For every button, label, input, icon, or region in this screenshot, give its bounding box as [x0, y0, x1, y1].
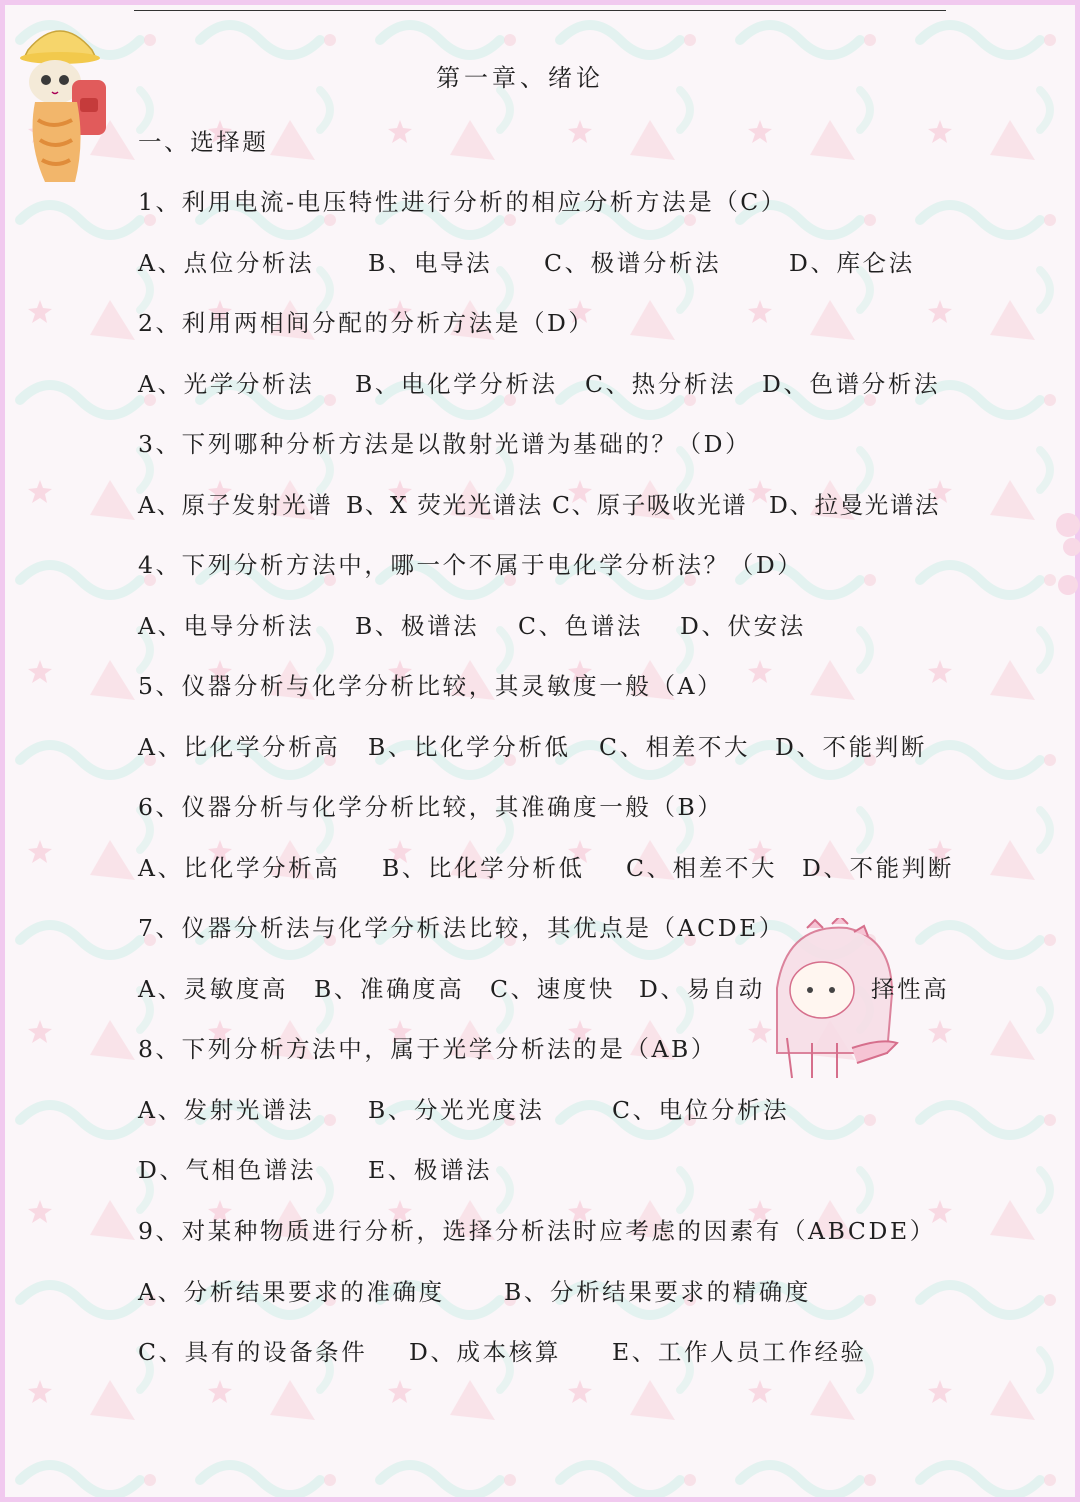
question-4: 4、下列分析方法中，哪一个不属于电化学分析法？（D） [138, 551, 804, 579]
question-5: 5、仪器分析与化学分析比较，其灵敏度一般（A） [138, 672, 724, 700]
options-row-q4 [138, 607, 1038, 640]
page-title: 第一章、绪论 [436, 64, 604, 92]
option-a: A、比化学分析高 [138, 854, 341, 882]
option-c: C、原子吸收光谱 [552, 491, 748, 519]
option-b: B、比化学分析低 [382, 854, 585, 882]
option-b: B、分光光度法 [368, 1096, 545, 1124]
option-e: E、极谱法 [368, 1156, 493, 1184]
question-8: 8、下列分析方法中，属于光学分析法的是（AB） [138, 1035, 717, 1063]
option-b: B、电导法 [368, 249, 493, 277]
options-row-q9-2 [138, 1333, 1038, 1366]
question-7: 7、仪器分析法与化学分析法比较，其优点是（ACDE） [138, 914, 785, 942]
section-heading: 一、选择题 [138, 128, 269, 156]
option-a: A、比化学分析高 [138, 733, 341, 761]
option-d: D、拉曼光谱法 [769, 491, 941, 519]
question-3: 3、下列哪种分析方法是以散射光谱为基础的？（D） [138, 430, 752, 458]
option-e: E、工作人员工作经验 [612, 1338, 867, 1366]
option-c: C、速度快 [490, 975, 615, 1003]
option-a: A、灵敏度高 [138, 975, 289, 1003]
option-b: B、准确度高 [314, 975, 465, 1003]
option-d: D、气相色谱法 [138, 1156, 317, 1184]
option-c: C、色谱法 [518, 612, 643, 640]
option-a: A、分析结果要求的准确度 [138, 1278, 445, 1306]
options-row-q3 [138, 486, 1038, 519]
option-a: A、点位分析法 [138, 249, 315, 277]
option-d: D、不能判断 [802, 854, 954, 882]
option-c: C、热分析法 [585, 370, 737, 398]
option-d: D、成本核算 [409, 1338, 561, 1366]
option-b: B、极谱法 [355, 612, 480, 640]
options-row-q7 [138, 970, 1038, 1003]
option-d: D、库仑法 [789, 249, 915, 277]
options-row-q6 [138, 849, 1038, 882]
option-a: A、发射光谱法 [138, 1096, 315, 1124]
options-row-q9-1 [138, 1273, 1038, 1306]
option-b: B、比化学分析低 [368, 733, 571, 761]
option-d: D、易自动 [639, 975, 765, 1003]
question-1: 1、利用电流-电压特性进行分析的相应分析方法是（C） [138, 188, 787, 216]
question-2: 2、利用两相间分配的分析方法是（D） [138, 309, 595, 337]
option-c: C、具有的设备条件 [138, 1338, 368, 1366]
option-a: A、电导分析法 [138, 612, 315, 640]
option-e-partial: 择性高 [871, 975, 950, 1003]
options-row-q2 [138, 365, 1038, 398]
option-d: D、不能判断 [775, 733, 927, 761]
option-a: A、光学分析法 [138, 370, 315, 398]
option-b: B、分析结果要求的精确度 [504, 1278, 811, 1306]
question-9: 9、对某种物质进行分析，选择分析法时应考虑的因素有（ABCDE） [138, 1217, 936, 1245]
option-b: B、X 荧光光谱法 [346, 491, 543, 519]
option-a: A、原子发射光谱 [138, 491, 333, 519]
option-d: D、伏安法 [680, 612, 806, 640]
option-c: C、电位分析法 [612, 1096, 790, 1124]
options-row-q1 [138, 244, 1038, 277]
option-d: D、色谱分析法 [762, 370, 941, 398]
options-row-q5 [138, 728, 1038, 761]
option-b: B、电化学分析法 [355, 370, 558, 398]
question-6: 6、仪器分析与化学分析比较，其准确度一般（B） [138, 793, 724, 821]
options-row-q8-2 [138, 1151, 1038, 1184]
option-c: C、相差不大 [626, 854, 778, 882]
option-c: C、极谱分析法 [544, 249, 722, 277]
option-c: C、相差不大 [599, 733, 751, 761]
options-row-q8-1 [138, 1091, 1038, 1124]
